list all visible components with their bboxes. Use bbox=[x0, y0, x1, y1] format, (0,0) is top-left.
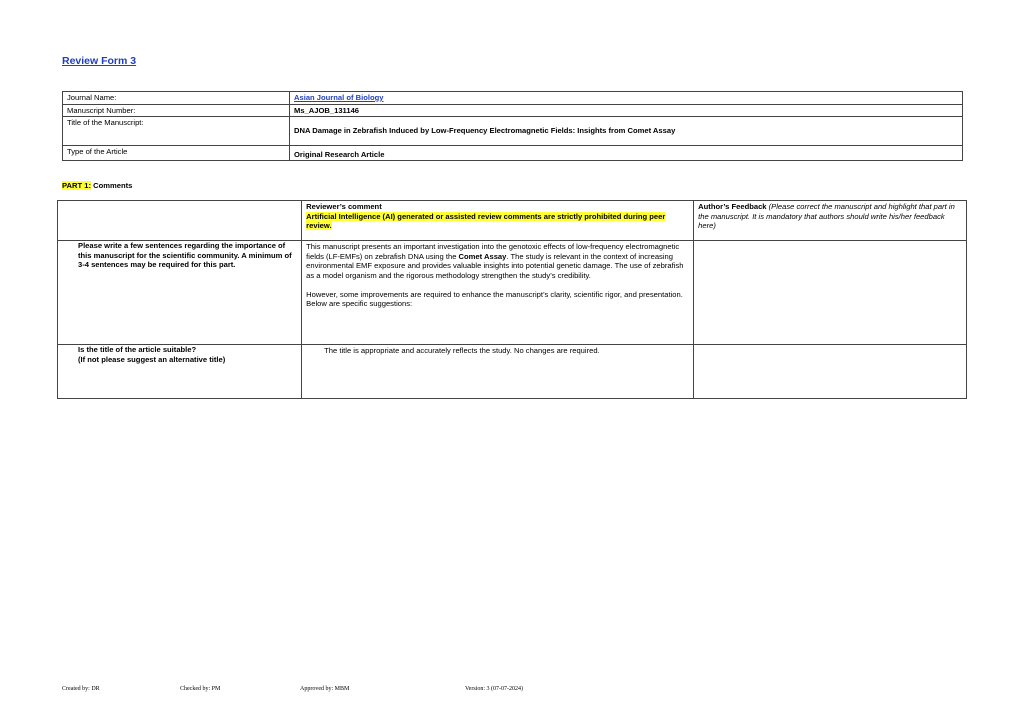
part-rest: Comments bbox=[90, 181, 133, 190]
article-type-label: Type of the Article bbox=[63, 146, 290, 161]
table-header-row bbox=[58, 201, 967, 241]
blank-header-cell bbox=[58, 201, 302, 241]
author-header-note: (Please correct the manuscript and highlight that part in the manuscript. It is mandatory that authors should write his/her feedback here) bbox=[698, 202, 955, 230]
form-title: Review Form 3 bbox=[62, 55, 137, 67]
manuscript-number-label: Manuscript Number: bbox=[63, 104, 290, 117]
manuscript-number-value: Ms_AJOB_131146 bbox=[290, 104, 963, 117]
table-row bbox=[63, 117, 963, 146]
footer-checked: Checked by: PM bbox=[180, 686, 221, 692]
question-line: (If not please suggest an alternative title) bbox=[78, 354, 226, 364]
comment-bold-text: Comet Assay bbox=[458, 251, 507, 261]
reviewer-comment-importance bbox=[302, 241, 694, 345]
comment-text: The title is appropriate and accurately reflects the study. No changes are required. bbox=[324, 346, 600, 355]
comment-text: However, some improvements are required to enhance the manuscript’s clarity, scientific rigor, and presentation. Below are specific suggestions: bbox=[306, 289, 683, 308]
author-feedback-cell[interactable] bbox=[694, 345, 967, 399]
article-type-value: Original Research Article bbox=[290, 146, 963, 161]
comment-text: . The study is relevant in the context of increasing environmental EMF exposure and provides valuable insights into potential genetic damage. The use of zebrafish as a model organism and the rigorous methodology strengthen the study’s credibility. bbox=[306, 251, 684, 280]
table-row bbox=[63, 146, 963, 161]
ai-warning: Artificial Intelligence (AI) generated or assisted review comments are strictly prohibited during peer review. bbox=[306, 211, 666, 230]
author-feedback-cell[interactable] bbox=[694, 241, 967, 345]
manuscript-title-label: Title of the Manuscript: bbox=[63, 117, 290, 146]
journal-label: Journal Name: bbox=[63, 92, 290, 105]
comments-table bbox=[57, 200, 967, 399]
reviewer-comment-title bbox=[302, 345, 694, 399]
part-heading bbox=[62, 181, 132, 190]
question-line: Is the title of the article suitable? bbox=[78, 345, 197, 354]
reviewer-header-cell bbox=[302, 201, 694, 241]
author-header-cell bbox=[694, 201, 967, 241]
comment-text: This manuscript presents an important investigation into the genotoxic effects of low-frequency electromagnetic fields (LF-EMFs) on zebrafish DNA using the bbox=[306, 242, 680, 261]
table-row bbox=[63, 92, 963, 105]
question-title bbox=[58, 345, 302, 399]
author-header-title: Author’s Feedback bbox=[698, 202, 767, 211]
journal-value bbox=[290, 92, 963, 105]
question-importance: Please write a few sentences regarding the importance of this manuscript for the scientific community. A minimum of 3-4 sentences may be required for this part. bbox=[58, 241, 302, 345]
part-label: PART 1: bbox=[62, 181, 91, 190]
manuscript-info-table bbox=[62, 91, 963, 161]
footer-approved: Approved by: MBM bbox=[300, 686, 350, 692]
footer-version: Version: 3 (07-07-2024) bbox=[465, 686, 523, 692]
table-row bbox=[58, 345, 967, 399]
reviewer-header-title: Reviewer’s comment bbox=[306, 202, 382, 211]
table-row bbox=[63, 104, 963, 117]
table-row bbox=[58, 241, 967, 345]
footer-created: Created by: DR bbox=[62, 686, 100, 692]
journal-link[interactable]: Asian Journal of Biology bbox=[294, 93, 384, 102]
manuscript-title-value: DNA Damage in Zebrafish Induced by Low-Frequency Electromagnetic Fields: Insights from Comet Assay bbox=[290, 117, 963, 146]
